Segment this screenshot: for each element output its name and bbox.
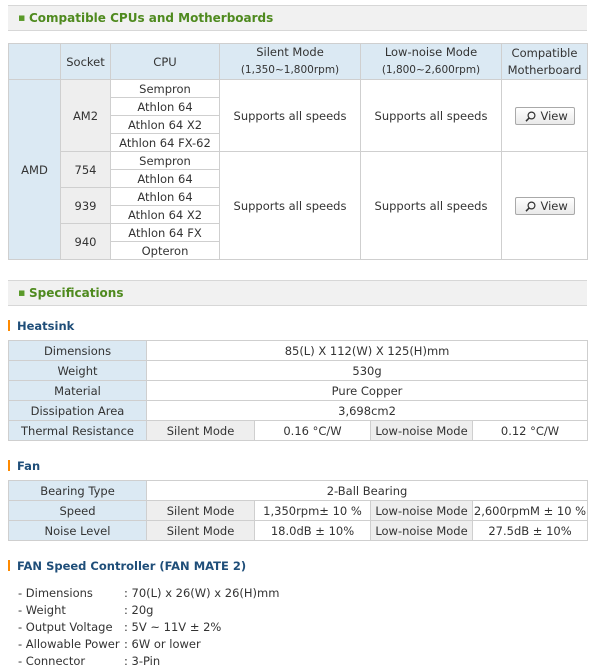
controller-title-text: FAN Speed Controller (FAN MATE 2) (17, 559, 247, 573)
spec-value: : 6W or lower (124, 637, 201, 651)
section-header-specs (8, 280, 587, 306)
row-label: Weight (9, 361, 147, 381)
bearing-value: 2-Ball Bearing (147, 481, 588, 501)
cpu-cell: Athlon 64 FX-62 (111, 134, 220, 152)
col-header-motherboard (502, 44, 588, 80)
noise-silent-value: 18.0dB ± 10% (255, 521, 371, 541)
spec-value: : 5V ~ 11V ± 2% (124, 620, 222, 634)
cpu-cell: Athlon 64 X2 (111, 116, 220, 134)
socket-cell: 754 (61, 152, 111, 188)
socket-cell: 940 (61, 224, 111, 260)
cpu-cell: Sempron (111, 152, 220, 170)
cpu-cell: Athlon 64 (111, 170, 220, 188)
compat-table (8, 43, 588, 260)
cpu-cell: Athlon 64 (111, 188, 220, 206)
lownoise-cell: Supports all speeds (361, 152, 502, 260)
row-label: Speed (9, 501, 147, 521)
row-label: Dimensions (9, 341, 147, 361)
row-label: Bearing Type (9, 481, 147, 501)
motherboard-cell (502, 80, 588, 152)
lownoise-cell: Supports all speeds (361, 80, 502, 152)
magnifier-icon (525, 201, 536, 212)
bullet-icon: ▪ (18, 11, 26, 24)
orange-marker-icon (8, 560, 10, 571)
orange-marker-icon (8, 320, 10, 331)
thermal-silent-value: 0.16 °C/W (255, 421, 371, 441)
area-value: 3,698cm2 (147, 401, 588, 421)
spec-key: - Output Voltage (18, 620, 113, 634)
col-header-mb-l1: Compatible (511, 45, 578, 60)
col-header-silent-l2: (1,350~1,800rpm) (240, 64, 340, 76)
section-title: Compatible CPUs and Motherboards (29, 11, 274, 25)
mode-label: Low-noise Mode (371, 501, 473, 521)
heatsink-title-text: Heatsink (17, 319, 75, 333)
col-header-mb-l2: Motherboard (507, 62, 582, 77)
magnifier-icon (525, 111, 536, 122)
section-title: Specifications (29, 286, 124, 300)
motherboard-cell (502, 152, 588, 260)
fan-title-text: Fan (17, 459, 41, 473)
view-button-label: View (540, 108, 568, 123)
spec-value: : 70(L) x 26(W) x 26(H)mm (124, 586, 280, 600)
col-header-lownoise (361, 44, 502, 80)
speed-silent-value: 1,350rpm± 10 % (255, 501, 371, 521)
dimensions-value: 85(L) X 112(W) X 125(H)mm (147, 341, 588, 361)
section-header-compat (8, 5, 587, 31)
mode-label: Silent Mode (147, 501, 255, 521)
cpu-cell: Athlon 64 (111, 98, 220, 116)
spec-value: : 3-Pin (124, 654, 161, 668)
socket-cell: AM2 (61, 80, 111, 152)
col-header-socket: Socket (61, 44, 111, 80)
heatsink-table (8, 340, 588, 441)
cpu-cell: Opteron (111, 242, 220, 260)
col-header-lownoise-l1: Low-noise Mode (384, 45, 478, 59)
vendor-cell: AMD (9, 80, 61, 260)
col-header-cpu: CPU (111, 44, 220, 80)
row-label: Dissipation Area (9, 401, 147, 421)
view-button[interactable] (515, 197, 575, 215)
noise-lownoise-value: 27.5dB ± 10% (473, 521, 588, 541)
mode-label: Silent Mode (147, 421, 255, 441)
weight-value: 530g (147, 361, 588, 381)
orange-marker-icon (8, 460, 10, 471)
spec-key: - Connector (18, 654, 86, 668)
material-value: Pure Copper (147, 381, 588, 401)
spec-key: - Allowable Power (18, 637, 120, 651)
corner-cell (9, 44, 61, 80)
bullet-icon: ▪ (18, 286, 26, 299)
view-button-label: View (540, 198, 568, 213)
col-header-silent (220, 44, 361, 80)
row-label: Noise Level (9, 521, 147, 541)
spec-key: - Weight (18, 603, 66, 617)
col-header-silent-l1: Silent Mode (256, 45, 324, 59)
mode-label: Silent Mode (147, 521, 255, 541)
mode-label: Low-noise Mode (371, 421, 473, 441)
thermal-lownoise-value: 0.12 °C/W (473, 421, 588, 441)
silent-cell: Supports all speeds (220, 152, 361, 260)
row-label: Thermal Resistance (9, 421, 147, 441)
spec-key: - Dimensions (18, 586, 93, 600)
socket-cell: 939 (61, 188, 111, 224)
silent-cell: Supports all speeds (220, 80, 361, 152)
cpu-cell: Sempron (111, 80, 220, 98)
row-label: Material (9, 381, 147, 401)
view-button[interactable] (515, 107, 575, 125)
fan-table (8, 480, 588, 541)
cpu-cell: Athlon 64 FX (111, 224, 220, 242)
mode-label: Low-noise Mode (371, 521, 473, 541)
col-header-lownoise-l2: (1,800~2,600rpm) (381, 64, 481, 76)
speed-lownoise-value: 2,600rpmM ± 10 % (473, 501, 588, 521)
spec-value: : 20g (124, 603, 154, 617)
cpu-cell: Athlon 64 X2 (111, 206, 220, 224)
